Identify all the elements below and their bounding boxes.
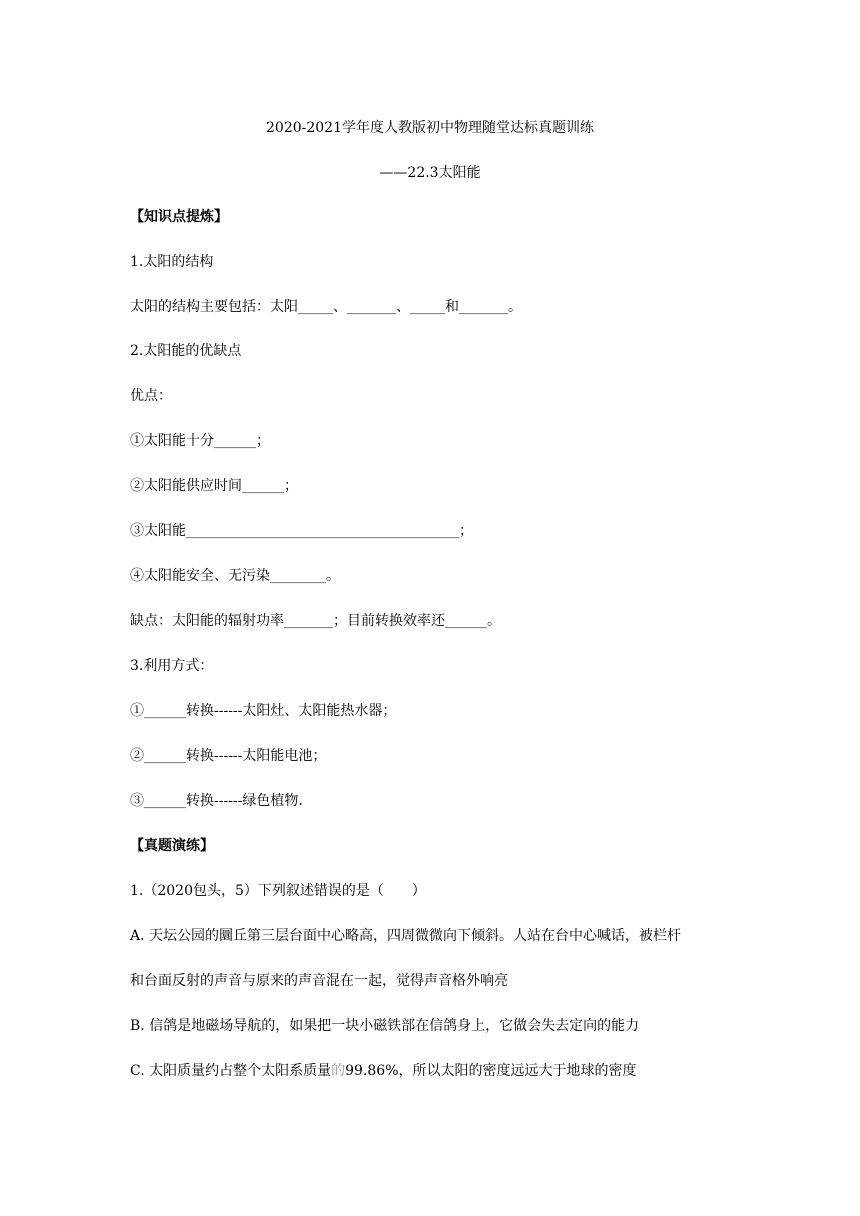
question-1-stem: 1.（2020包头，5）下列叙述错误的是（ ） bbox=[130, 883, 426, 899]
knowledge-point-1-title: 1.太阳的结构 bbox=[130, 254, 214, 270]
exercise-section-header: 【真题演练】 bbox=[130, 838, 214, 854]
pros-label: 优点： bbox=[130, 388, 172, 404]
pro-item-3: ③太阳能_______________________________________； bbox=[130, 523, 473, 539]
pro-item-2: ②太阳能供应时间______； bbox=[130, 478, 298, 494]
pro-item-4: ④太阳能安全、无污染________。 bbox=[130, 568, 340, 584]
pro-item-1: ①太阳能十分______； bbox=[130, 433, 270, 449]
document-subtitle: ——22.3太阳能 bbox=[379, 165, 481, 181]
option-c-text-1: C. 太阳质量约占整个太阳系质量 bbox=[130, 1063, 332, 1079]
question-1-option-c bbox=[130, 1061, 637, 1081]
knowledge-section-header: 【知识点提炼】 bbox=[130, 209, 228, 225]
knowledge-point-2-title: 2.太阳能的优缺点 bbox=[130, 343, 242, 359]
usage-item-2: ②______转换------太阳能电池； bbox=[130, 748, 327, 764]
knowledge-point-3-title: 3.利用方式： bbox=[130, 658, 214, 674]
option-c-gray-char: 的 bbox=[331, 1063, 346, 1079]
option-c-text-2: 99.86%，所以太阳的密度远远大于地球的密度 bbox=[345, 1063, 637, 1079]
document-title: 2020-2021学年度人教版初中物理随堂达标真题训练 bbox=[266, 120, 594, 136]
question-1-option-a-line1: A. 天坛公园的圜丘第三层台面中心略高，四周微微向下倾斜。人站在台中心喊话，被栏杆 bbox=[130, 928, 682, 944]
question-1-option-a-line2: 和台面反射的声音与原来的声音混在一起，觉得声音格外响亮 bbox=[130, 973, 508, 989]
usage-item-1: ①______转换------太阳灶、太阳能热水器； bbox=[130, 703, 397, 719]
knowledge-point-1-text: 太阳的结构主要包括：太阳_____、_______、_____和_______。 bbox=[130, 299, 522, 315]
usage-item-3: ③______转换------绿色植物. bbox=[130, 793, 303, 809]
cons-text: 缺点：太阳能的辐射功率_______；目前转换效率还______。 bbox=[130, 613, 501, 629]
question-1-option-b: B. 信鸽是地磁场导航的，如果把一块小磁铁部在信鸽身上，它做会失去定向的能力 bbox=[130, 1018, 640, 1034]
